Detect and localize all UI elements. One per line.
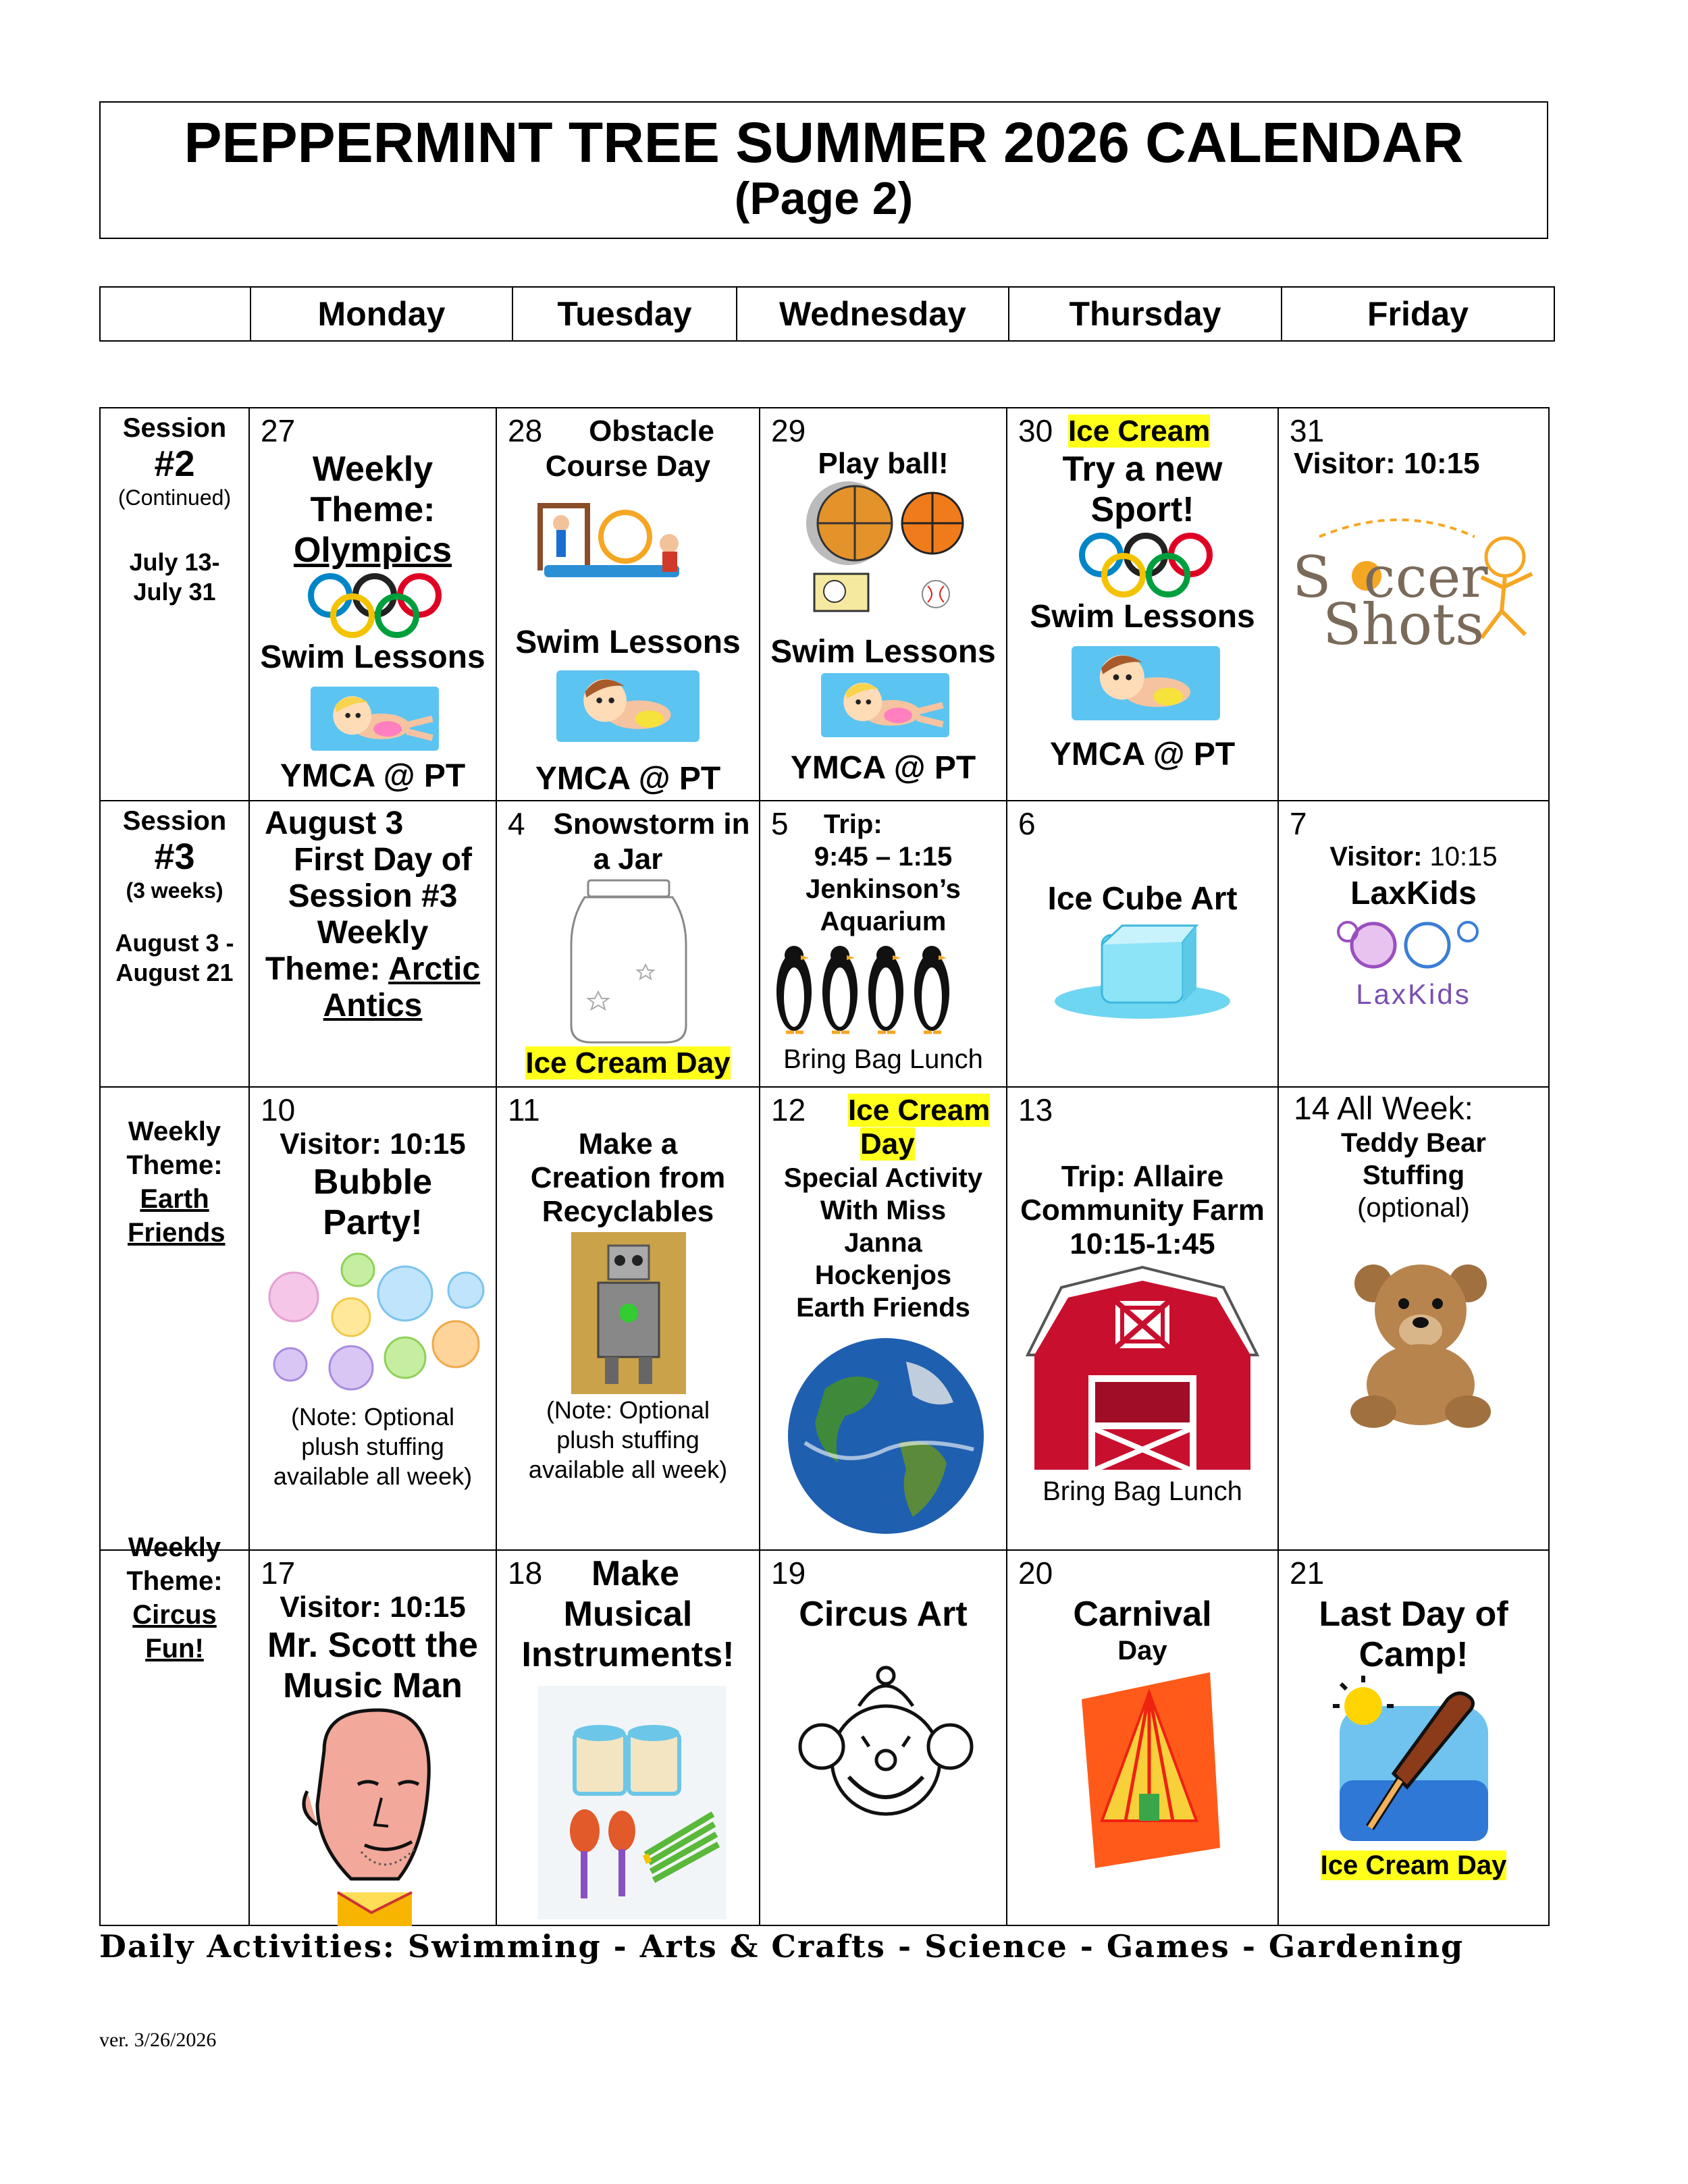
cell-text: Teddy Bear <box>1341 1128 1486 1158</box>
day-number: 31 <box>1290 413 1325 448</box>
swim-lessons-label: Swim Lessons <box>770 634 996 670</box>
sports-balls-icon <box>794 479 976 614</box>
cell-text: 10:15-1:45 <box>1070 1227 1215 1260</box>
visitor-time: Visitor: 10:15 <box>280 1127 466 1161</box>
obstacle-course-icon <box>524 489 700 597</box>
cell-text: Ice Cube Art <box>1047 881 1238 917</box>
day-number: 19 <box>771 1555 806 1591</box>
weekday-thursday: Thursday <box>1009 287 1282 341</box>
weekly-theme-label: Weekly Theme: <box>126 1533 223 1596</box>
day-number: 10 <box>261 1092 296 1127</box>
cell-text: First Day of <box>293 842 473 878</box>
calendar-week-row <box>100 1550 1549 1925</box>
weekday-header <box>99 286 1555 342</box>
day-cell-5 <box>760 801 1007 1087</box>
calendar-grid <box>99 407 1550 1926</box>
swim-lessons-label: Swim Lessons <box>1030 599 1255 635</box>
visitor-time: 10:15 <box>1422 842 1498 872</box>
cell-text: Circus Art <box>799 1595 968 1634</box>
red-barn-icon <box>1021 1260 1264 1476</box>
cell-text: Community Farm <box>1020 1194 1265 1227</box>
weekly-theme-name: Circus Fun! <box>132 1600 217 1663</box>
clown-face-icon <box>785 1666 987 1834</box>
optional-note: (Note: Optional <box>290 1403 455 1431</box>
weekday-blank <box>100 287 250 341</box>
cell-text: Musical <box>563 1595 693 1634</box>
cell-text: Make <box>591 1554 680 1593</box>
cell-text: Weekly <box>317 915 429 951</box>
session-label: Session <box>122 413 227 443</box>
cell-text: Mr. Scott the <box>267 1626 479 1665</box>
penguins-icon <box>774 938 963 1039</box>
day-number: 21 <box>1290 1555 1325 1591</box>
laxkids-face-icon <box>1326 915 1502 982</box>
cell-text: Jenkinson’s <box>806 874 961 904</box>
cell-text: Theme: <box>310 490 436 529</box>
page-subtitle: (Page 2) <box>734 173 914 224</box>
cell-text: Music Man <box>283 1666 463 1705</box>
weekly-theme-name: Earth Friends <box>128 1184 226 1248</box>
day-number: 14 All Week: <box>1294 1091 1473 1127</box>
earth-theme-cell <box>100 1087 249 1550</box>
soccer-shots-logo <box>1292 510 1542 658</box>
calendar-week-row <box>100 1087 1549 1550</box>
day-number: 13 <box>1018 1092 1053 1127</box>
cell-text: Sport! <box>1090 490 1194 529</box>
visitor-time: Visitor: 10:15 <box>1294 447 1480 480</box>
cell-text: Obstacle <box>589 415 714 448</box>
day-cell-21 <box>1278 1550 1549 1925</box>
carnival-tent-icon <box>1075 1672 1223 1868</box>
theme-name: Antics <box>323 988 423 1023</box>
page-title: PEPPERMINT TREE SUMMER 2026 CALENDAR <box>184 111 1464 174</box>
version-label: ver. 3/26/2026 <box>99 2029 217 2051</box>
jar-icon <box>558 877 700 1046</box>
daily-activities-footer: Daily Activities: Swimming - Arts & Crafts - Science - Games - Gardening <box>99 1928 1465 1965</box>
recycled-robot-icon <box>571 1232 686 1394</box>
cell-text: Last Day of <box>1319 1595 1508 1634</box>
cell-text: Session #3 <box>288 878 458 914</box>
calendar-week-row <box>100 408 1549 801</box>
day-number: 5 <box>771 806 789 841</box>
swim-lessons-label: Swim Lessons <box>515 624 741 660</box>
day-cell-12 <box>760 1087 1007 1550</box>
ice-cube-icon <box>1048 922 1237 1023</box>
weekday-monday: Monday <box>250 287 512 341</box>
ice-cream-highlight: Ice Cream Day <box>525 1046 731 1080</box>
day-cell-11 <box>496 1087 760 1550</box>
day-number: 30 <box>1018 413 1053 448</box>
swimmer-icon <box>556 670 700 742</box>
cell-text: LaxKids <box>1350 876 1477 911</box>
session-dates: August 3 - August 21 <box>115 929 234 986</box>
ymca-label: YMCA @ PT <box>280 758 466 794</box>
cell-text: Snowstorm in <box>553 807 750 841</box>
cell-text: (optional) <box>1357 1193 1470 1223</box>
visitor-label: Visitor: <box>1329 842 1423 872</box>
day-cell-29 <box>760 408 1007 801</box>
day-cell-27 <box>249 408 496 801</box>
session-number: #2 <box>154 444 195 484</box>
cell-text: Play ball! <box>818 447 949 480</box>
weekly-theme-label: Weekly Theme: <box>126 1117 223 1180</box>
day-cell-13 <box>1007 1087 1278 1550</box>
session-number: #3 <box>154 836 195 877</box>
earth-globe-icon <box>785 1335 987 1537</box>
cell-text: Carnival <box>1073 1595 1212 1634</box>
day-cell-17 <box>249 1550 496 1925</box>
cell-text: Earth Friends <box>796 1293 970 1323</box>
cell-text: Instruments! <box>521 1635 735 1674</box>
theme-name: Olympics <box>293 531 452 570</box>
bubbles-icon <box>263 1250 486 1398</box>
olympic-rings-icon <box>1078 533 1213 597</box>
music-man-face-icon <box>297 1710 439 1926</box>
cell-text: Trip: Allaire <box>1061 1160 1224 1193</box>
ice-cream-highlight: Day <box>860 1127 915 1161</box>
logo-text: Shots <box>1323 591 1485 658</box>
circus-theme-cell <box>100 1533 249 1925</box>
day-cell-18 <box>496 1550 760 1925</box>
day-number: 28 <box>508 413 543 448</box>
ice-cream-highlight: Ice Cream <box>1068 415 1211 448</box>
cell-text: Hockenjos <box>814 1260 952 1290</box>
optional-note: available all week) <box>273 1462 473 1490</box>
cell-text: Aquarium <box>820 907 947 936</box>
ice-cream-highlight: Ice Cream <box>848 1094 991 1127</box>
day-number: August 3 <box>265 805 404 841</box>
swim-lessons-label: Swim Lessons <box>260 639 485 675</box>
bring-lunch-note: Bring Bag Lunch <box>783 1044 983 1074</box>
bring-lunch-note: Bring Bag Lunch <box>1043 1476 1242 1506</box>
title-box <box>99 101 1548 239</box>
cell-text: Trip: <box>824 809 882 839</box>
cell-text: Theme: <box>265 951 389 987</box>
ymca-label: YMCA @ PT <box>1049 737 1236 772</box>
laxkids-logo: LaxKids <box>1356 978 1471 1010</box>
calendar-week-row <box>100 801 1549 1087</box>
logo-text: ccer <box>1363 544 1488 610</box>
day-cell-30 <box>1007 408 1278 801</box>
swimmer-icon <box>1072 646 1220 720</box>
cell-text: Stuffing <box>1362 1161 1465 1190</box>
day-number: 18 <box>508 1555 543 1591</box>
optional-note: plush stuffing <box>301 1433 444 1460</box>
session-3-cell <box>100 801 249 1087</box>
cell-text: With Miss <box>820 1196 947 1225</box>
day-number: 11 <box>508 1092 540 1127</box>
cell-text: Bubble <box>313 1163 433 1202</box>
day-number: 17 <box>261 1555 296 1591</box>
day-number: 20 <box>1018 1555 1053 1591</box>
cell-text: Special Activity <box>783 1163 983 1193</box>
weekday-friday: Friday <box>1282 287 1554 341</box>
teddy-bear-icon <box>1340 1256 1502 1432</box>
cell-text: Course Day <box>545 450 711 483</box>
cell-text: Creation from <box>530 1161 726 1194</box>
cell-text: 9:45 – 1:15 <box>814 842 953 872</box>
day-cell-10 <box>249 1087 496 1550</box>
cell-text: a Jar <box>593 843 663 876</box>
day-cell-19 <box>760 1550 1007 1925</box>
visitor-time: Visitor: 10:15 <box>280 1591 466 1624</box>
cell-text: Party! <box>323 1203 423 1242</box>
optional-note: available all week) <box>528 1456 728 1483</box>
day-number: 29 <box>771 413 806 448</box>
session-note: (Continued) <box>117 485 232 510</box>
ice-cream-bar-icon <box>1333 1679 1495 1848</box>
cell-text: Weekly <box>312 450 433 489</box>
swimmer-icon <box>821 673 949 737</box>
optional-note: plush stuffing <box>556 1426 700 1454</box>
ymca-label: YMCA @ PT <box>535 761 721 797</box>
cell-text: Camp! <box>1359 1635 1469 1674</box>
cell-text: Make a <box>578 1127 678 1161</box>
weekday-tuesday: Tuesday <box>512 287 737 341</box>
day-cell-28 <box>496 408 760 801</box>
musical-instruments-icon <box>537 1686 727 1919</box>
cell-text: Day <box>1117 1636 1167 1666</box>
session-note: (3 weeks) <box>126 878 223 903</box>
day-cell-6 <box>1007 801 1278 1087</box>
day-number: 6 <box>1018 806 1036 841</box>
cell-text: Try a new <box>1062 450 1223 489</box>
session-dates: July 13- July 31 <box>129 548 220 606</box>
theme-name: Arctic <box>388 951 481 987</box>
day-cell-31 <box>1278 408 1549 801</box>
day-cell-20 <box>1007 1550 1278 1925</box>
day-cell-7 <box>1278 801 1549 1087</box>
day-number: 7 <box>1290 806 1307 841</box>
logo-text: S <box>1292 544 1331 610</box>
session-label: Session <box>122 806 227 836</box>
optional-note: (Note: Optional <box>546 1396 710 1424</box>
ymca-label: YMCA @ PT <box>790 750 976 786</box>
day-cell-4 <box>496 801 760 1087</box>
olympic-rings-icon <box>307 573 442 638</box>
day-number: 12 <box>771 1092 806 1127</box>
day-number: 4 <box>508 806 525 841</box>
weekday-wednesday: Wednesday <box>737 287 1009 341</box>
cell-text: Recyclables <box>542 1195 714 1228</box>
day-cell-14 <box>1278 1087 1549 1550</box>
day-cell-august-3 <box>249 801 496 1087</box>
cell-text: Janna <box>844 1228 922 1258</box>
ice-cream-highlight: Ice Cream Day <box>1320 1850 1507 1880</box>
day-number: 27 <box>261 413 296 448</box>
swimmer-icon <box>311 687 439 751</box>
session-2-cell <box>100 408 249 801</box>
